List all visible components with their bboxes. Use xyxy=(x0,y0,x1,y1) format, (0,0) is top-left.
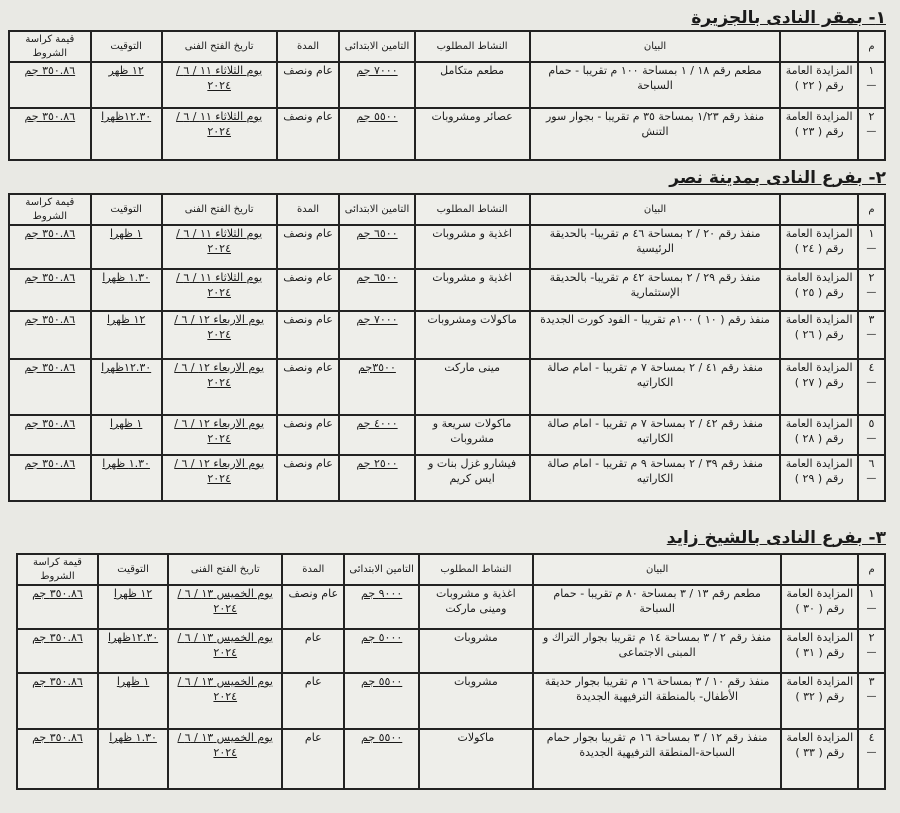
item-text: المزايدة العامة رقم ( ٣٢ ) xyxy=(786,675,854,703)
cell-activity xyxy=(415,311,530,359)
insurance-text: ٥٥٠٠ جم xyxy=(361,731,403,744)
dash-mark: — xyxy=(866,646,877,658)
price-text: ٣٥٠.٨٦ جم xyxy=(24,417,76,430)
time-text: ١٢ ظهرا xyxy=(113,587,153,600)
activity-text: ماكولات ومشروبات xyxy=(427,313,517,326)
dash-mark: — xyxy=(866,376,877,388)
dash-mark: — xyxy=(866,286,877,298)
column-header-date: تاريخ الفتح الفنى xyxy=(168,554,282,585)
column-header-num: م xyxy=(858,194,885,225)
cell-num xyxy=(858,108,885,160)
column-header-duration: المدة xyxy=(277,194,340,225)
dash-mark: — xyxy=(866,432,877,444)
cell-date xyxy=(162,108,277,160)
column-header-activity: النشاط المطلوب xyxy=(419,554,533,585)
item-text: المزايدة العامة رقم ( ٢٨ ) xyxy=(785,417,853,445)
activity-text: مطعم متكامل xyxy=(440,64,505,77)
duration-text: عام ونصف xyxy=(283,64,333,77)
cell-item xyxy=(780,359,857,415)
cell-insurance xyxy=(339,225,414,269)
time-text: ١.٣٠ ظهرا xyxy=(102,457,150,470)
time-text: ١ ظهرا xyxy=(109,227,143,240)
cell-date xyxy=(162,269,277,311)
cell-price xyxy=(9,359,91,415)
activity-text: اغذية و مشروبات xyxy=(432,227,512,240)
date-text: يوم الثلاثاء ١١ / ٦ / ٢٠٢٤ xyxy=(176,64,263,92)
item-text: المزايدة العامة رقم ( ٢٦ ) xyxy=(785,313,853,341)
insurance-text: ٧٠٠٠ جم xyxy=(356,313,398,326)
row-number: ٣ xyxy=(868,675,875,688)
price-text: ٣٥٠.٨٦ جم xyxy=(32,587,83,600)
item-text: المزايدة العامة رقم ( ٢٢ ) xyxy=(785,64,853,92)
cell-insurance xyxy=(339,62,414,108)
cell-activity xyxy=(415,62,530,108)
row-number: ١ xyxy=(868,227,875,240)
cell-time xyxy=(91,415,162,455)
desc-text: منفذ رقم ٤١ / ٢ بمساحة ٧ م تقريبا - امام صالة الكاراتيه xyxy=(547,361,763,389)
dash-mark: — xyxy=(866,125,877,137)
duration-text: عام ونصف xyxy=(283,313,333,326)
item-text: المزايدة العامة رقم ( ٣٠ ) xyxy=(786,587,854,615)
cell-date xyxy=(168,673,282,729)
row-number: ٦ xyxy=(868,457,875,470)
duration-text: عام ونصف xyxy=(283,457,333,470)
cell-duration xyxy=(282,629,344,673)
item-text: المزايدة العامة رقم ( ٢٣ ) xyxy=(785,110,853,138)
cell-num xyxy=(858,415,885,455)
row-number: ٢ xyxy=(868,631,875,644)
time-text: ١.٣٠ ظهرا xyxy=(102,271,150,284)
time-text: ١.٣٠ ظهرا xyxy=(109,731,157,744)
cell-duration xyxy=(277,62,340,108)
cell-insurance xyxy=(344,729,419,789)
cell-time xyxy=(98,585,168,629)
item-text: المزايدة العامة رقم ( ٣١ ) xyxy=(786,631,854,659)
insurance-text: ٦٥٠٠ جم xyxy=(356,227,398,240)
cell-price xyxy=(17,585,98,629)
activity-text: ماكولات سريعة و مشروبات xyxy=(432,417,512,445)
insurance-text: ٢٥٠٠ جم xyxy=(356,457,398,470)
column-header-duration: المدة xyxy=(282,554,344,585)
table-row xyxy=(17,585,885,629)
date-text: يوم الاربعاء ١٢ / ٦ / ٢٠٢٤ xyxy=(174,417,265,445)
column-header-desc: البيان xyxy=(530,31,781,62)
cell-num xyxy=(858,729,885,789)
date-text: يوم الخميس ١٣ / ٦ / ٢٠٢٤ xyxy=(177,675,273,703)
desc-text: منفذ رقم ٣٩ / ٢ بمساحة ٩ م تقريبا - امام صالة الكاراتيه xyxy=(547,457,763,485)
time-text: ١٢.٣٠ظهرا xyxy=(101,361,152,374)
cell-num xyxy=(858,629,885,673)
row-number: ٢ xyxy=(868,271,875,284)
cell-date xyxy=(162,225,277,269)
cell-activity xyxy=(415,225,530,269)
cell-activity xyxy=(415,269,530,311)
dash-mark: — xyxy=(866,328,877,340)
cell-desc xyxy=(533,673,782,729)
cell-num xyxy=(858,225,885,269)
cell-time xyxy=(98,673,168,729)
date-text: يوم الخميس ١٣ / ٦ / ٢٠٢٤ xyxy=(177,731,273,759)
duration-text: عام ونصف xyxy=(283,361,333,374)
cell-time xyxy=(91,359,162,415)
cell-desc xyxy=(530,108,781,160)
table-row xyxy=(9,225,885,269)
cell-activity xyxy=(419,585,533,629)
cell-item xyxy=(780,455,857,501)
cell-activity xyxy=(415,415,530,455)
date-text: يوم الاربعاء ١٢ / ٦ / ٢٠٢٤ xyxy=(174,457,265,485)
insurance-text: ٧٠٠٠ جم xyxy=(356,64,398,77)
cell-price xyxy=(9,62,91,108)
column-header-num: م xyxy=(858,554,885,585)
table-row xyxy=(9,62,885,108)
table-gezira xyxy=(8,30,886,161)
date-text: يوم الاربعاء ١٢ / ٦ / ٢٠٢٤ xyxy=(174,313,265,341)
insurance-text: ٥٠٠٠ جم xyxy=(361,631,403,644)
row-number: ٤ xyxy=(868,731,875,744)
column-header-date: تاريخ الفتح الفنى xyxy=(162,31,277,62)
column-header-activity: النشاط المطلوب xyxy=(415,31,530,62)
date-text: يوم الثلاثاء ١١ / ٦ / ٢٠٢٤ xyxy=(176,271,263,299)
cell-activity xyxy=(419,673,533,729)
row-number: ٢ xyxy=(868,110,875,123)
price-text: ٣٥٠.٨٦ جم xyxy=(24,227,76,240)
column-header-item xyxy=(780,194,857,225)
cell-num xyxy=(858,269,885,311)
cell-date xyxy=(168,629,282,673)
cell-desc xyxy=(533,729,782,789)
dash-mark: — xyxy=(866,690,877,702)
table-row xyxy=(9,359,885,415)
cell-price xyxy=(9,108,91,160)
cell-date xyxy=(168,585,282,629)
desc-text: مطعم رقم ١٨ / ١ بمساحة ١٠٠ م تقريبا - حمام السباحة xyxy=(548,64,762,92)
activity-text: عصائر ومشروبات xyxy=(431,110,513,123)
cell-insurance xyxy=(344,629,419,673)
column-header-price: قيمة كراسة الشروط xyxy=(9,31,91,62)
cell-duration xyxy=(282,585,344,629)
column-header-item xyxy=(780,31,857,62)
column-header-num: م xyxy=(858,31,885,62)
cell-item xyxy=(780,269,857,311)
cell-item xyxy=(781,585,858,629)
cell-insurance xyxy=(339,311,414,359)
time-text: ١٢.٣٠ظهرا xyxy=(101,110,152,123)
header-row xyxy=(17,554,885,585)
table-row xyxy=(9,108,885,160)
price-text: ٣٥٠.٨٦ جم xyxy=(32,731,83,744)
price-text: ٣٥٠.٨٦ جم xyxy=(24,110,76,123)
cell-desc xyxy=(530,269,781,311)
cell-insurance xyxy=(339,359,414,415)
price-text: ٣٥٠.٨٦ جم xyxy=(24,313,76,326)
column-header-time: التوقيت xyxy=(91,194,162,225)
cell-date xyxy=(162,62,277,108)
section-title-gezira: ١- بمقر النادى بالجزيرة xyxy=(691,8,886,28)
cell-time xyxy=(91,269,162,311)
cell-time xyxy=(91,62,162,108)
cell-date xyxy=(162,359,277,415)
cell-desc xyxy=(533,585,782,629)
desc-text: منفذ رقم ١٢ / ٣ بمساحة ١٦ م تقريبا بجوار حمام السباحة-المنطقة الترفيهية الجديدة xyxy=(546,731,768,759)
cell-insurance xyxy=(339,269,414,311)
cell-duration xyxy=(277,311,340,359)
cell-num xyxy=(858,62,885,108)
column-header-activity: النشاط المطلوب xyxy=(415,194,530,225)
table-row xyxy=(17,629,885,673)
cell-price xyxy=(9,415,91,455)
cell-num xyxy=(858,673,885,729)
cell-duration xyxy=(277,269,340,311)
column-header-duration: المدة xyxy=(277,31,340,62)
column-header-desc: البيان xyxy=(533,554,782,585)
cell-time xyxy=(91,311,162,359)
activity-text: فيشارو غزل بنات و ايس كريم xyxy=(428,457,517,485)
price-text: ٣٥٠.٨٦ جم xyxy=(32,631,83,644)
cell-date xyxy=(162,455,277,501)
row-number: ١ xyxy=(868,587,875,600)
cell-price xyxy=(9,225,91,269)
cell-insurance xyxy=(344,585,419,629)
row-number: ٣ xyxy=(868,313,875,326)
time-text: ١ ظهرا xyxy=(109,417,143,430)
cell-time xyxy=(91,225,162,269)
cell-item xyxy=(781,673,858,729)
dash-mark: — xyxy=(866,602,877,614)
date-text: يوم الثلاثاء ١١ / ٦ / ٢٠٢٤ xyxy=(176,110,263,138)
duration-text: عام ونصف xyxy=(283,110,333,123)
dash-mark: — xyxy=(866,472,877,484)
table-row xyxy=(9,415,885,455)
cell-desc xyxy=(530,311,781,359)
cell-desc xyxy=(533,629,782,673)
column-header-insurance: التامين الابتدائى xyxy=(339,31,414,62)
header-row xyxy=(9,31,885,62)
cell-date xyxy=(168,729,282,789)
activity-text: ماكولات xyxy=(457,731,495,744)
cell-duration xyxy=(277,225,340,269)
cell-insurance xyxy=(339,415,414,455)
desc-text: منفذ رقم ( ١٠ ) ١٠٠م تقريبا - الفود كورت الجديدة xyxy=(540,313,770,326)
cell-insurance xyxy=(344,673,419,729)
row-number: ٤ xyxy=(868,361,875,374)
item-text: المزايدة العامة رقم ( ٢٧ ) xyxy=(785,361,853,389)
cell-price xyxy=(17,673,98,729)
dash-mark: — xyxy=(866,746,877,758)
activity-text: اغذية و مشروبات xyxy=(432,271,512,284)
cell-item xyxy=(780,108,857,160)
table-nasr-city xyxy=(8,193,886,502)
date-text: يوم الخميس ١٣ / ٦ / ٢٠٢٤ xyxy=(177,631,273,659)
cell-time xyxy=(98,729,168,789)
table-sheikh-zayed xyxy=(16,553,886,790)
cell-desc xyxy=(530,455,781,501)
section-title-sheikh-zayed: ٣- بفرع النادى بالشيخ زايد xyxy=(666,528,886,548)
activity-text: مشروبات xyxy=(453,675,498,688)
cell-activity xyxy=(415,108,530,160)
cell-price xyxy=(9,311,91,359)
cell-duration xyxy=(277,415,340,455)
column-header-time: التوقيت xyxy=(98,554,168,585)
activity-text: مشروبات xyxy=(453,631,498,644)
item-text: المزايدة العامة رقم ( ٢٩ ) xyxy=(785,457,853,485)
cell-num xyxy=(858,311,885,359)
price-text: ٣٥٠.٨٦ جم xyxy=(24,361,76,374)
price-text: ٣٥٠.٨٦ جم xyxy=(24,457,76,470)
cell-price xyxy=(17,729,98,789)
insurance-text: ٥٥٠٠ جم xyxy=(361,675,403,688)
cell-activity xyxy=(415,455,530,501)
cell-price xyxy=(9,269,91,311)
insurance-text: ٣٥٠٠جم xyxy=(358,361,396,374)
cell-activity xyxy=(419,729,533,789)
cell-item xyxy=(780,62,857,108)
activity-text: مينى ماركت xyxy=(444,361,501,374)
cell-date xyxy=(162,311,277,359)
insurance-text: ٦٥٠٠ جم xyxy=(356,271,398,284)
cell-duration xyxy=(277,455,340,501)
cell-num xyxy=(858,455,885,501)
insurance-text: ٩٠٠٠ جم xyxy=(361,587,403,600)
cell-duration xyxy=(282,729,344,789)
cell-item xyxy=(780,225,857,269)
time-text: ١٢ ظهرا xyxy=(106,313,146,326)
cell-price xyxy=(9,455,91,501)
insurance-text: ٥٥٠٠ جم xyxy=(356,110,398,123)
table-row xyxy=(17,673,885,729)
cell-insurance xyxy=(339,108,414,160)
duration-text: عام xyxy=(304,631,322,644)
cell-time xyxy=(91,455,162,501)
duration-text: عام ونصف xyxy=(288,587,339,600)
cell-desc xyxy=(530,62,781,108)
date-text: يوم الثلاثاء ١١ / ٦ / ٢٠٢٤ xyxy=(176,227,263,255)
dash-mark: — xyxy=(866,242,877,254)
desc-text: منفذ رقم ٢ / ٣ بمساحة ١٤ م تقريبا بجوار التراك و المبنى الاجتماعى xyxy=(543,631,772,659)
cell-price xyxy=(17,629,98,673)
price-text: ٣٥٠.٨٦ جم xyxy=(24,64,76,77)
cell-num xyxy=(858,585,885,629)
cell-item xyxy=(780,415,857,455)
cell-insurance xyxy=(339,455,414,501)
column-header-price: قيمة كراسة الشروط xyxy=(9,194,91,225)
item-text: المزايدة العامة رقم ( ٣٣ ) xyxy=(786,731,854,759)
desc-text: منفذ رقم ١٠ / ٣ بمساحة ١٦ م تقريبا بجوار حديقة الأطفال- بالمنطقة الترفيهية الجديدة xyxy=(544,675,770,703)
time-text: ١٢.٣٠ظهرا xyxy=(108,631,159,644)
item-text: المزايدة العامة رقم ( ٢٤ ) xyxy=(785,227,853,255)
cell-desc xyxy=(530,225,781,269)
cell-duration xyxy=(277,359,340,415)
column-header-time: التوقيت xyxy=(91,31,162,62)
cell-activity xyxy=(415,359,530,415)
cell-time xyxy=(91,108,162,160)
row-number: ١ xyxy=(868,64,875,77)
duration-text: عام ونصف xyxy=(283,227,333,240)
price-text: ٣٥٠.٨٦ جم xyxy=(24,271,76,284)
table-row xyxy=(17,729,885,789)
column-header-price: قيمة كراسة الشروط xyxy=(17,554,98,585)
duration-text: عام xyxy=(304,731,322,744)
column-header-date: تاريخ الفتح الفنى xyxy=(162,194,277,225)
column-header-desc: البيان xyxy=(530,194,781,225)
header-row xyxy=(9,194,885,225)
desc-text: منفذ رقم ٤٢ / ٢ بمساحة ٧ م تقريبا - امام صالة الكاراتيه xyxy=(547,417,763,445)
duration-text: عام ونصف xyxy=(283,271,333,284)
cell-date xyxy=(162,415,277,455)
price-text: ٣٥٠.٨٦ جم xyxy=(32,675,83,688)
cell-desc xyxy=(530,359,781,415)
time-text: ١ ظهرا xyxy=(116,675,150,688)
duration-text: عام xyxy=(304,675,322,688)
date-text: يوم الخميس ١٣ / ٦ / ٢٠٢٤ xyxy=(177,587,273,615)
activity-text: اغذية و مشروبات ومينى ماركت xyxy=(436,587,516,615)
column-header-item xyxy=(781,554,858,585)
table-row xyxy=(9,455,885,501)
dash-mark: — xyxy=(866,79,877,91)
desc-text: منفذ رقم ١/٢٣ بمساحة ٣٥ م تقريبا - بجوار سور التنش xyxy=(545,110,765,138)
desc-text: مطعم رقم ١٣ / ٣ بمساحة ٨٠ م تقريبا - حمام السباحة xyxy=(553,587,761,615)
time-text: ١٢ ظهر xyxy=(108,64,144,77)
cell-item xyxy=(781,629,858,673)
desc-text: منفذ رقم ٢٠ / ٢ بمساحة ٤٦ م تقريبا- بالحديقة الرئيسية xyxy=(549,227,761,255)
cell-desc xyxy=(530,415,781,455)
duration-text: عام ونصف xyxy=(283,417,333,430)
column-header-insurance: التامين الابتدائى xyxy=(339,194,414,225)
cell-item xyxy=(781,729,858,789)
insurance-text: ٤٠٠٠ جم xyxy=(356,417,398,430)
table-row xyxy=(9,311,885,359)
row-number: ٥ xyxy=(868,417,875,430)
cell-duration xyxy=(277,108,340,160)
cell-activity xyxy=(419,629,533,673)
column-header-insurance: التامين الابتدائى xyxy=(344,554,419,585)
cell-time xyxy=(98,629,168,673)
cell-item xyxy=(780,311,857,359)
item-text: المزايدة العامة رقم ( ٢٥ ) xyxy=(785,271,853,299)
cell-num xyxy=(858,359,885,415)
desc-text: منفذ رقم ٢٩ / ٢ بمساحة ٤٢ م تقريبا- بالحديقة الإستثمارية xyxy=(549,271,761,299)
section-title-nasr-city: ٢- بفرع النادى بمدينة نصر xyxy=(669,168,886,188)
date-text: يوم الاربعاء ١٢ / ٦ / ٢٠٢٤ xyxy=(174,361,265,389)
cell-duration xyxy=(282,673,344,729)
table-row xyxy=(9,269,885,311)
